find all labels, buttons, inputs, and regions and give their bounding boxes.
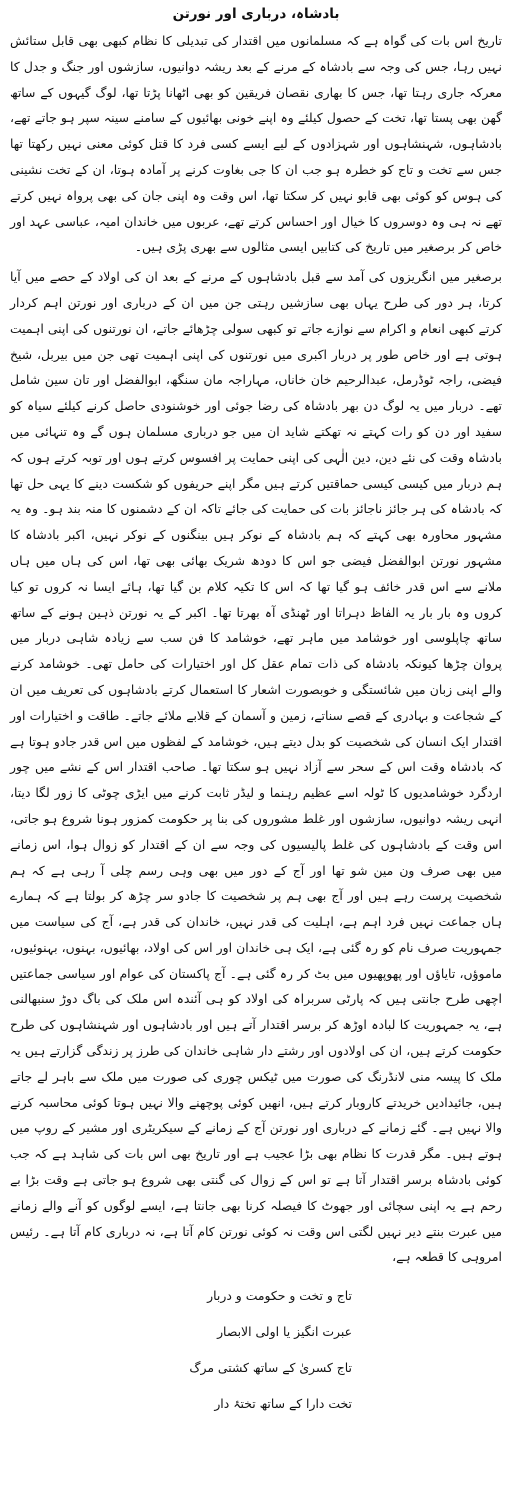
closing-verse [10, 1278, 352, 1422]
article-title: بادشاہ، درباری اور نورتن [172, 6, 340, 22]
verse-line: تاج کسریٰ کے ساتھ کشتی مرگ [189, 1360, 352, 1376]
article-paragraph-1: تاریخ اس بات کی گواہ ہے کہ مسلمانوں میں اقتدار کی تبدیلی کا نظام کبھی بھی قابل ستائش نہیں رہا، جس کی وجہ سے بادشاہ کے مرنے کے بعد ریشہ دوانیوں، سازشوں اور جنگ و جدل کا معرکہ جاری رہتا تھا، جس کا بھاری نقصان فریقین کو بھی اٹھانا پڑتا تھا، لوگ گیہوں کے ساتھ گھن بھی پستا تھا، تخت کے حصول کیلئے وہ اپنے خونی بھائیوں کے سامنے سینہ سپر ہو جاتے تھے، بادشاہوں، شہنشاہوں اور شہزادوں کے لیے ایسے کسی فرد کا قتل کوئی معنی نہیں رکھتا تھا جس سے تخت و تاج کو خطرہ ہو جب ان کا جی بغاوت کرنے پر آمادہ ہوتا، ان کے تخت نشینی کی ہوس کو کوئی بھی قابو نہیں کر سکتا تھا، اس وقت وہ اپنی جان کی بھی پرواہ نہیں کرتے تھے نہ ہی وہ دوسروں کا خیال اور احساس کرتے تھے، عربوں میں خاندان امیہ، عباسی عہد اور خاص کر برصغیر میں تاریخ کی کتابیں ایسی مثالوں سے بھری پڑی ہیں۔ [10, 33, 502, 255]
verse-line: عبرت انگیز یا اولی الابصار [217, 1324, 352, 1340]
verse-line: تخت دارا کے ساتھ تختۂ دار [214, 1396, 352, 1412]
article-paragraph-2: برصغیر میں انگریزوں کی آمد سے قبل بادشاہوں کے مرنے کے بعد ان کی اولاد کے حصے میں آیا کرتا، ہر دور کی طرح یہاں بھی سازشیں رہتی جن میں ان کے درباری اور نورتن اہم کردار کرتے کبھی انعام و اکرام سے نوازے جاتے تو کبھی سولی چڑھائے جاتے، ان نورتنوں کی اپنی اہمیت ہوتی ہے اور خاص طور پر دربار اکبری میں نورتنوں کی اپنی اہمیت تھی جن میں بیربل، شیخ فیضی، راجہ ٹوڈرمل، عبدالرحیم خان خاناں، مہاراجہ مان سنگھ، ابوالفضل اور تان سین شامل تھے۔ دربار میں یہ لوگ دن بھر بادشاہ کی رضا جوئی اور خوشنودی حاصل کرنے کیلئے سیاہ کو سفید اور دن کو رات کہتے نہ تھکتے شاید ان میں جو درباری مسلمان ہوں گے وہ تنہائی میں بادشاہ وقت کی نئے دین، دین الٰہی کی اپنی حمایت پر افسوس کرتے ہوں اور توبہ کرتے ہوں کہ ہم دربار میں کیسی کیسی حماقتیں کرتے ہیں مگر اپنے حریفوں کو شکست دینے کا یہی حل تھا کہ بادشاہ کی ہر جائز ناجائز بات کی حمایت کی جائے تاکہ ان کے دشمنوں کا منہ بند ہو۔ وہ یہ مشہور محاورہ بھی کہتے کہ ہم بادشاہ کے نوکر ہیں بینگنوں کے نوکر نہیں، اکبر بادشاہ کا مشہور نورتن ابوالفضل فیضی جو اس کا دودھ شریک بھائی بھی تھا، اس کی ہاں میں ہاں ملانے سے اس قدر خائف ہو گیا تھا کہ اس کا تکیہ کلام بن گیا تھا، ہائے ایسا نہ کروں تو کیا کروں وہ بار بار یہ الفاظ دہراتا اور ٹھنڈی آہ بھرتا تھا۔ اکبر کے یہ نورتن ذہین ہونے کے ساتھ ساتھ چاپلوسی اور خوشامد میں ماہر تھے، خوشامد کا فن سب سے زیادہ شاہی دربار میں پروان چڑھا کیونکہ بادشاہ کی ذات تمام عقل کل اور اختیارات کی حامل تھی۔ خوشامد کرنے والے اپنی زبان میں شائستگی و خوبصورت اشعار کا استعمال کرتے بادشاہوں کی تعریف میں ان کے شجاعت و بہادری کے قصے سناتے، زمین و آسمان کے قلابے ملائے جاتے۔ طاقت و اختیارات اور اقتدار ایک انسان کی شخصیت کو بدل دیتے ہیں، خوشامد کے لفظوں میں اس قدر جادو ہوتا ہے کہ بادشاہ وقت اس کے سحر سے آزاد نہیں ہو سکتا تھا۔ صاحب اقتدار اس کے نشے میں چور اردگرد خوشامدیوں کا ٹولہ اسے عظیم رہنما و لیڈر ثابت کرنے میں ایڑی چوٹی کا زور لگا دیتا، انہی ریشہ دوانیوں، سازشوں اور غلط مشوروں کی بنا پر حکومت کمزور ہونا شروع ہو جاتی، اس وقت کے بادشاہوں کی غلط پالیسیوں کی وجہ سے ان کے اقتدار کو زوال ہوا، اس زمانے میں بھی صرف ون مین شو تھا اور آج کے دور میں بھی وہی رسم چلی آ رہی ہے کہ ہم شخصیت پرست رہے ہیں اور آج بھی ہم پر شخصیت کا جادو سر چڑھ کر بولتا ہے کہ ہمارے ہاں جماعت نہیں فرد اہم ہے، اہلیت کی قدر نہیں، خاندان کی قدر ہے، آج کی سیاست میں جمہوریت صرف نام کو رہ گئی ہے، ایک ہی خاندان اور اس کی اولاد، بھائیوں، بہنوں، بہنوئیوں، ماموؤں، تایاؤں اور پھوپھیوں میں بٹ کر رہ گئی ہے۔ آج پاکستان کی عوام اور سیاسی جماعتیں اچھی طرح جانتی ہیں کہ پارٹی سربراہ کی اولاد کو ہی آئندہ اس ملک کی باگ دوڑ سنبھالنی ہے، یہ جمہوریت کا لبادہ اوڑھ کر برسر اقتدار آتے ہیں اور بادشاہوں اور شہنشاہوں کی طرح حکومت کرتے ہیں، ان کی اولادوں اور رشتے دار شاہی خاندان کی طرز پر زندگی گزارتے ہیں یہ ملک کا پیسہ منی لانڈرنگ کی صورت میں ٹیکس چوری کی صورت میں ملک سے باہر لے جاتے ہیں، جائیدادیں خریدتے کاروبار کرتے ہیں، انھیں کوئی پوچھنے والا نہیں ہوتا کوئی محاسبہ کرنے والا نہیں ہے۔ گئے زمانے کے درباری اور نورتن آج کے زمانے کے سیکریٹری اور مشیر کے روپ میں ہوتے ہیں۔ مگر قدرت کا نظام بھی بڑا عجیب ہے اور تاریخ بھی اس بات کی شاہد ہے کہ جب کوئی بادشاہ برسر اقتدار آتا ہے تو اس کے زوال کی گنتی بھی شروع ہو جاتی ہے وقت بڑا بے رحم ہے یہ اپنی سچائی اور جھوٹ کا فیصلہ کرنا بھی جانتا ہے، ایسے لوگوں کو آنے والے زمانے میں عبرت بنتے دیر نہیں لگتی اس وقت نہ کوئی نورتن کام آتا ہے، نہ درباری کام آتا ہے۔ رئیس امروہی کا قطعہ ہے، [10, 269, 503, 1265]
verse-line: تاج و تخت و حکومت و دربار [207, 1288, 352, 1304]
